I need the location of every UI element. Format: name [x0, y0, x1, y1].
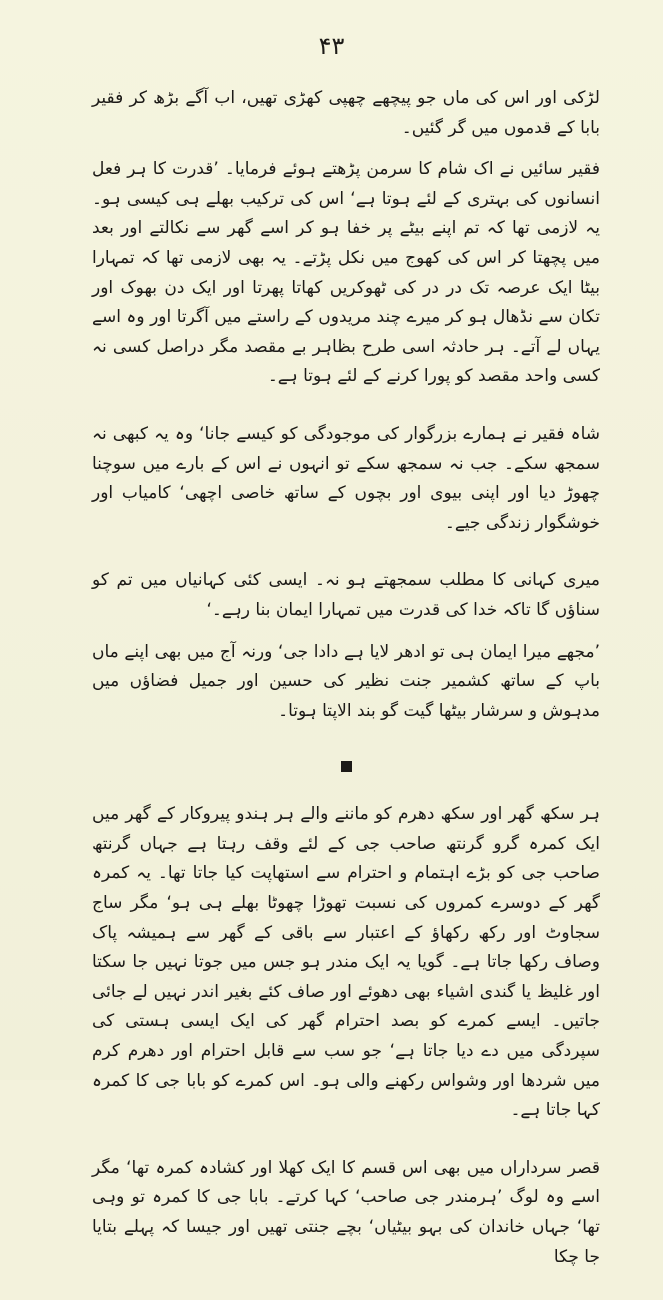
paragraph-4: میری کہانی کا مطلب سمجھتے ہو نہ۔ ایسی کئی کہانیاں میں تم کو سناؤں گا تاکہ خدا کی قدرت میں تمہارا ایمان بنا رہے۔‘ [92, 570, 600, 620]
square-separator-icon [341, 761, 352, 772]
paragraph-2: فقیر سائیں نے اک شام کا سرمن پڑھتے ہوئے فرمایا۔ ’قدرت کا ہر فعل انسانوں کی بہتری کے لئے ہوتا ہے‘ اس کی ترکیب بھلے ہی کیسی ہو۔ یہ لازمی تھا کہ تم اپنے بیٹے پر خفا ہو کر اسے گھر سے نکالتے اور بعد میں پچھتا کر اس کی کھوج میں نکل پڑتے۔ یہ بھی لازمی تھا کہ تمہارا بیٹا ایک عرصہ تک در در کی ٹھوکریں کھاتا پھرتا اور ایک دن بھوک اور تکان سے نڈھال ہو کر میرے چند مریدوں کے راستے میں آگرتا اور وہ اسے یہاں لے آتے۔ ہر حادثہ اسی طرح بظاہر بے مقصد مگر دراصل کسی نہ کسی واحد مقصد کو پورا کرنے کے لئے ہوتا ہے۔ [92, 159, 600, 387]
section-separator [92, 754, 600, 778]
page-number: ۴۳ [318, 32, 345, 60]
paragraph-5: ’مجھے میرا ایمان ہی تو ادھر لایا ہے دادا جی‘ ورنہ آج میں بھی اپنے ماں باپ کے ساتھ کشمیر جنت نظیر کی حسین اور جمیل فضاؤں میں مدہوش و سرشار بیٹھا گیت گو بند الاپتا ہوتا۔ [92, 641, 600, 721]
paragraph-1: لڑکی اور اس کی ماں جو پیچھے چھپی کھڑی تھیں، اب آگے بڑھ کر فقیر بابا کے قدموں میں گر گئیں۔ [92, 88, 600, 138]
paragraph-7: قصر سرداراں میں بھی اس قسم کا ایک کھلا اور کشادہ کمرہ تھا‘ مگر اسے وہ لوگ ’ہرمندر جی صاحب‘ کہا کرتے۔ بابا جی کا کمرہ تو وہی تھا‘ جہاں خاندان کی بہو بیٹیاں‘ بچے جنتی تھیں اور جیسا کہ پہلے بتایا جا چکا [92, 1157, 600, 1267]
paragraph-3: شاہ فقیر نے ہمارے بزرگوار کی موجودگی کو کیسے جانا‘ وہ یہ کبھی نہ سمجھ سکے۔ جب نہ سمجھ سکے تو انہوں نے اس کے بارے میں سوچنا چھوڑ دیا اور اپنی بیوی اور بچوں کے ساتھ خاصی اچھی‘ کامیاب اور خوشگوار زندگی جیے۔ [92, 423, 600, 533]
paragraph-6: ہر سکھ گھر اور سکھ دھرم کو ماننے والے ہر ہندو پیروکار کے گھر میں ایک کمرہ گرو گرنتھ صاحب جی کے لئے وقف رہتا ہے جہاں گرنتھ صاحب جی کو بڑے اہتمام و احترام سے استھاپت کیا جاتا تھا۔ یہ کمرہ گھر کے دوسرے کمروں کی نسبت تھوڑا چھوٹا بھلے ہی ہو‘ مگر ساج سجاوٹ اور رکھ رکھاؤ کے اعتبار سے باقی کے گھر سے ہمیشہ پاک وصاف رکھا جاتا ہے۔ گویا یہ ایک مندر ہو جس میں جوتا نہیں جا سکتا اور غلیظ یا گندی اشیاء بھی دھوئے اور صاف کئے بغیر اندر نہیں لے جائی جاتیں۔ ایسے کمرے کو بصد احترام گھر کی ایک ایسی ہستی کی سپردگی میں دے دیا جاتا ہے‘ جو سب سے قابل احترام اور دھرم کرم میں شردھا اور وشواس رکھنے والی ہو۔ اس کمرے کو بابا جی کا کمرہ کہا جاتا ہے۔ [92, 804, 600, 1121]
text-body [92, 84, 600, 1300]
